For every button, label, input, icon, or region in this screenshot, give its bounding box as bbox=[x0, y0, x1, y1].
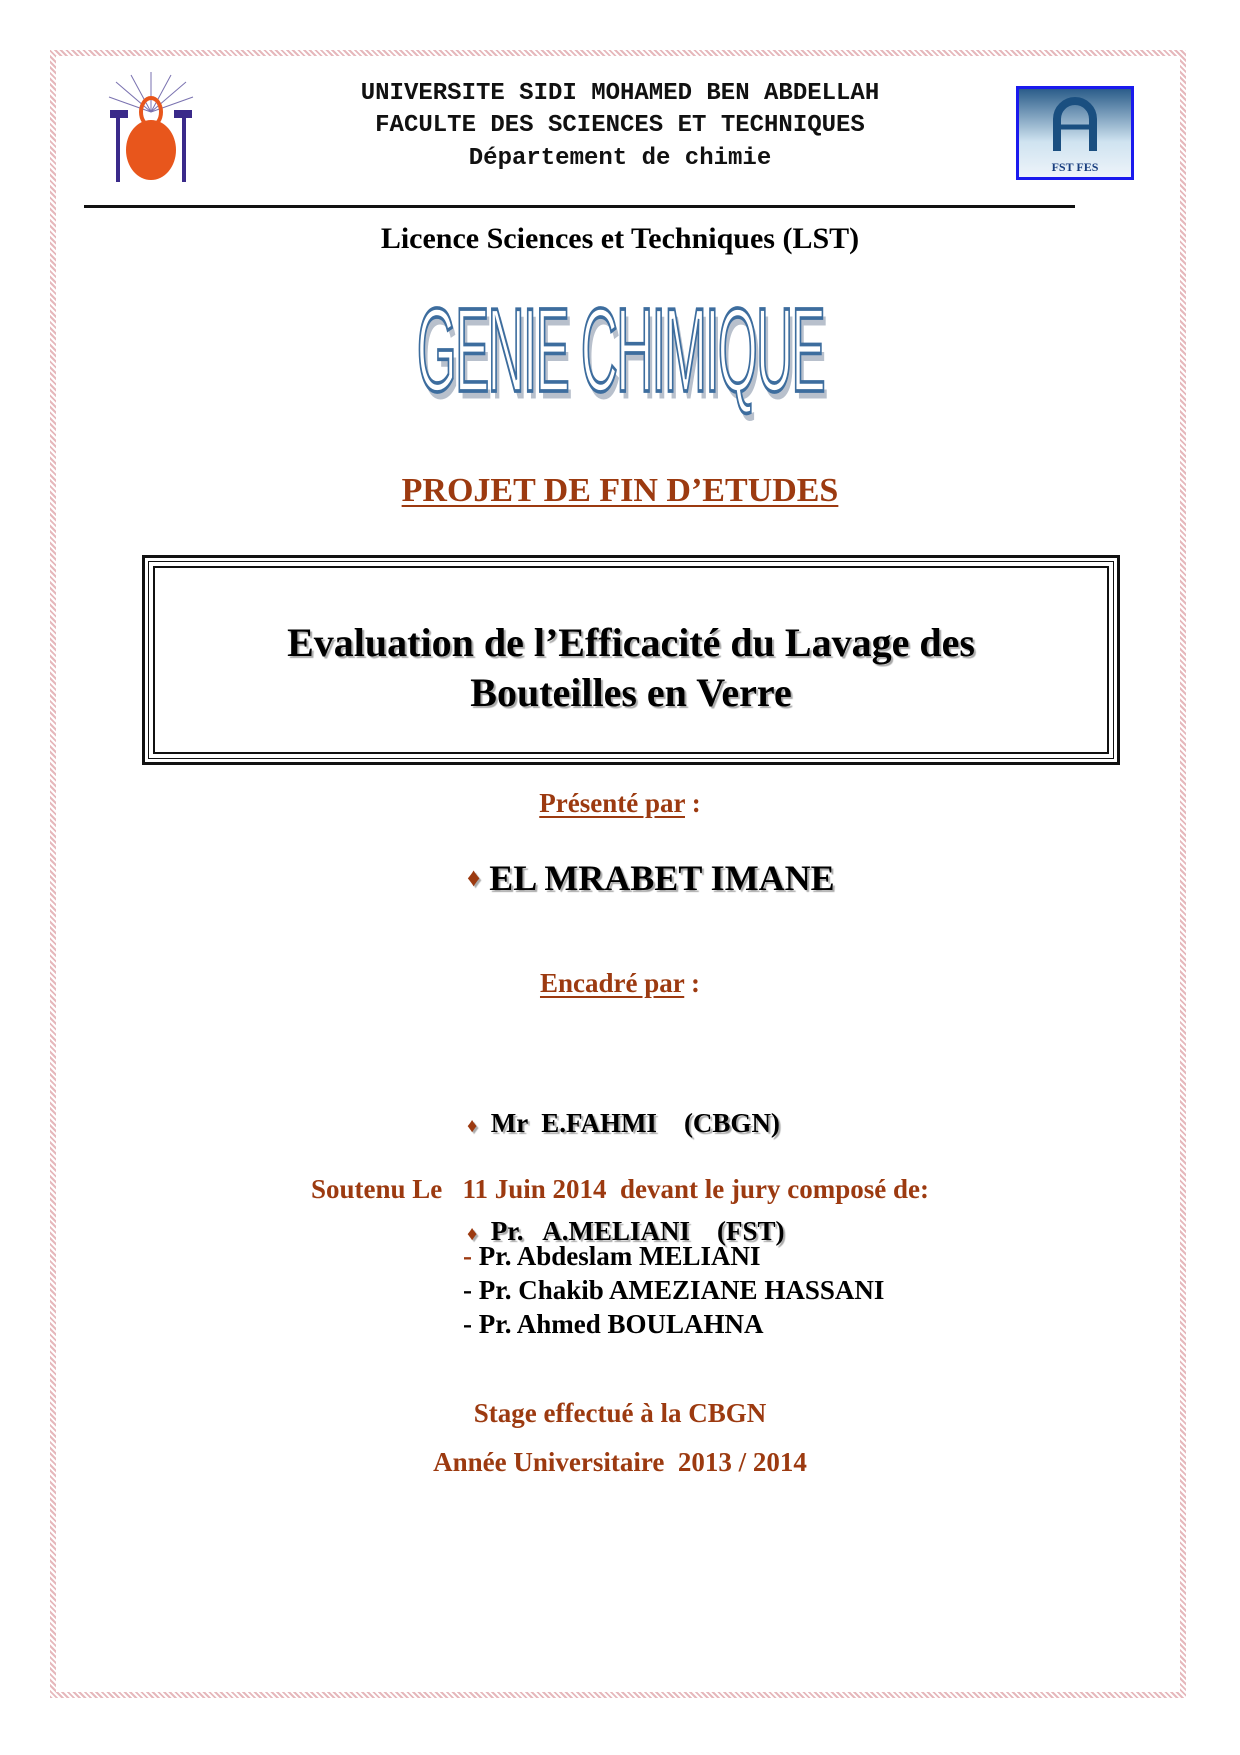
faculty-name: FACULTE DES SCIENCES ET TECHNIQUES bbox=[375, 112, 865, 139]
title-box bbox=[142, 555, 1120, 765]
diamond-bullet-icon: ♦ bbox=[467, 863, 481, 892]
supervisor-item: ♦ Mr E.FAHMI (CBGN) bbox=[467, 1108, 780, 1138]
jury-list bbox=[463, 1239, 884, 1341]
jury-member: - Pr. Ahmed BOULAHNA bbox=[463, 1309, 764, 1339]
jury-member: - Pr. Chakib AMEZIANE HASSANI bbox=[463, 1275, 885, 1305]
header-divider bbox=[84, 205, 1075, 208]
specialty-wordart: GENIE CHIMIQUE bbox=[416, 283, 824, 418]
defense-info: Soutenu Le 11 Juin 2014 devant le jury composé de: bbox=[310, 1174, 930, 1204]
diamond-bullet-icon: ♦ bbox=[467, 1115, 478, 1137]
academic-year: Année Universitaire 2013 / 2014 bbox=[433, 1447, 807, 1477]
supervised-by-label: Encadré par : bbox=[539, 968, 700, 998]
diamond-bullet-icon: ♦ bbox=[467, 1223, 478, 1245]
supervisor-item: ♦ Pr. A.MELIANI (FST) bbox=[467, 1216, 785, 1246]
department-name: Département de chimie bbox=[468, 145, 772, 172]
thesis-title-line2: Bouteilles en Verre bbox=[470, 670, 792, 715]
program-name: Licence Sciences et Techniques (LST) bbox=[380, 222, 860, 255]
university-name: UNIVERSITE SIDI MOHAMED BEN ABDELLAH bbox=[360, 80, 880, 107]
project-label: PROJET DE FIN D’ETUDES bbox=[401, 472, 839, 509]
jury-member: - Pr. Abdeslam MELIANI bbox=[463, 1241, 761, 1271]
presented-by-label: Présenté par : bbox=[539, 788, 701, 818]
thesis-title-line1: Evaluation de l’Efficacité du Lavage des bbox=[287, 620, 975, 665]
arch-icon bbox=[1019, 89, 1131, 159]
fst-fes-logo: FST FES bbox=[1016, 86, 1134, 180]
internship-info: Stage effectué à la CBGN bbox=[473, 1398, 767, 1428]
student-name: ♦ EL MRABET IMANE bbox=[467, 858, 835, 898]
